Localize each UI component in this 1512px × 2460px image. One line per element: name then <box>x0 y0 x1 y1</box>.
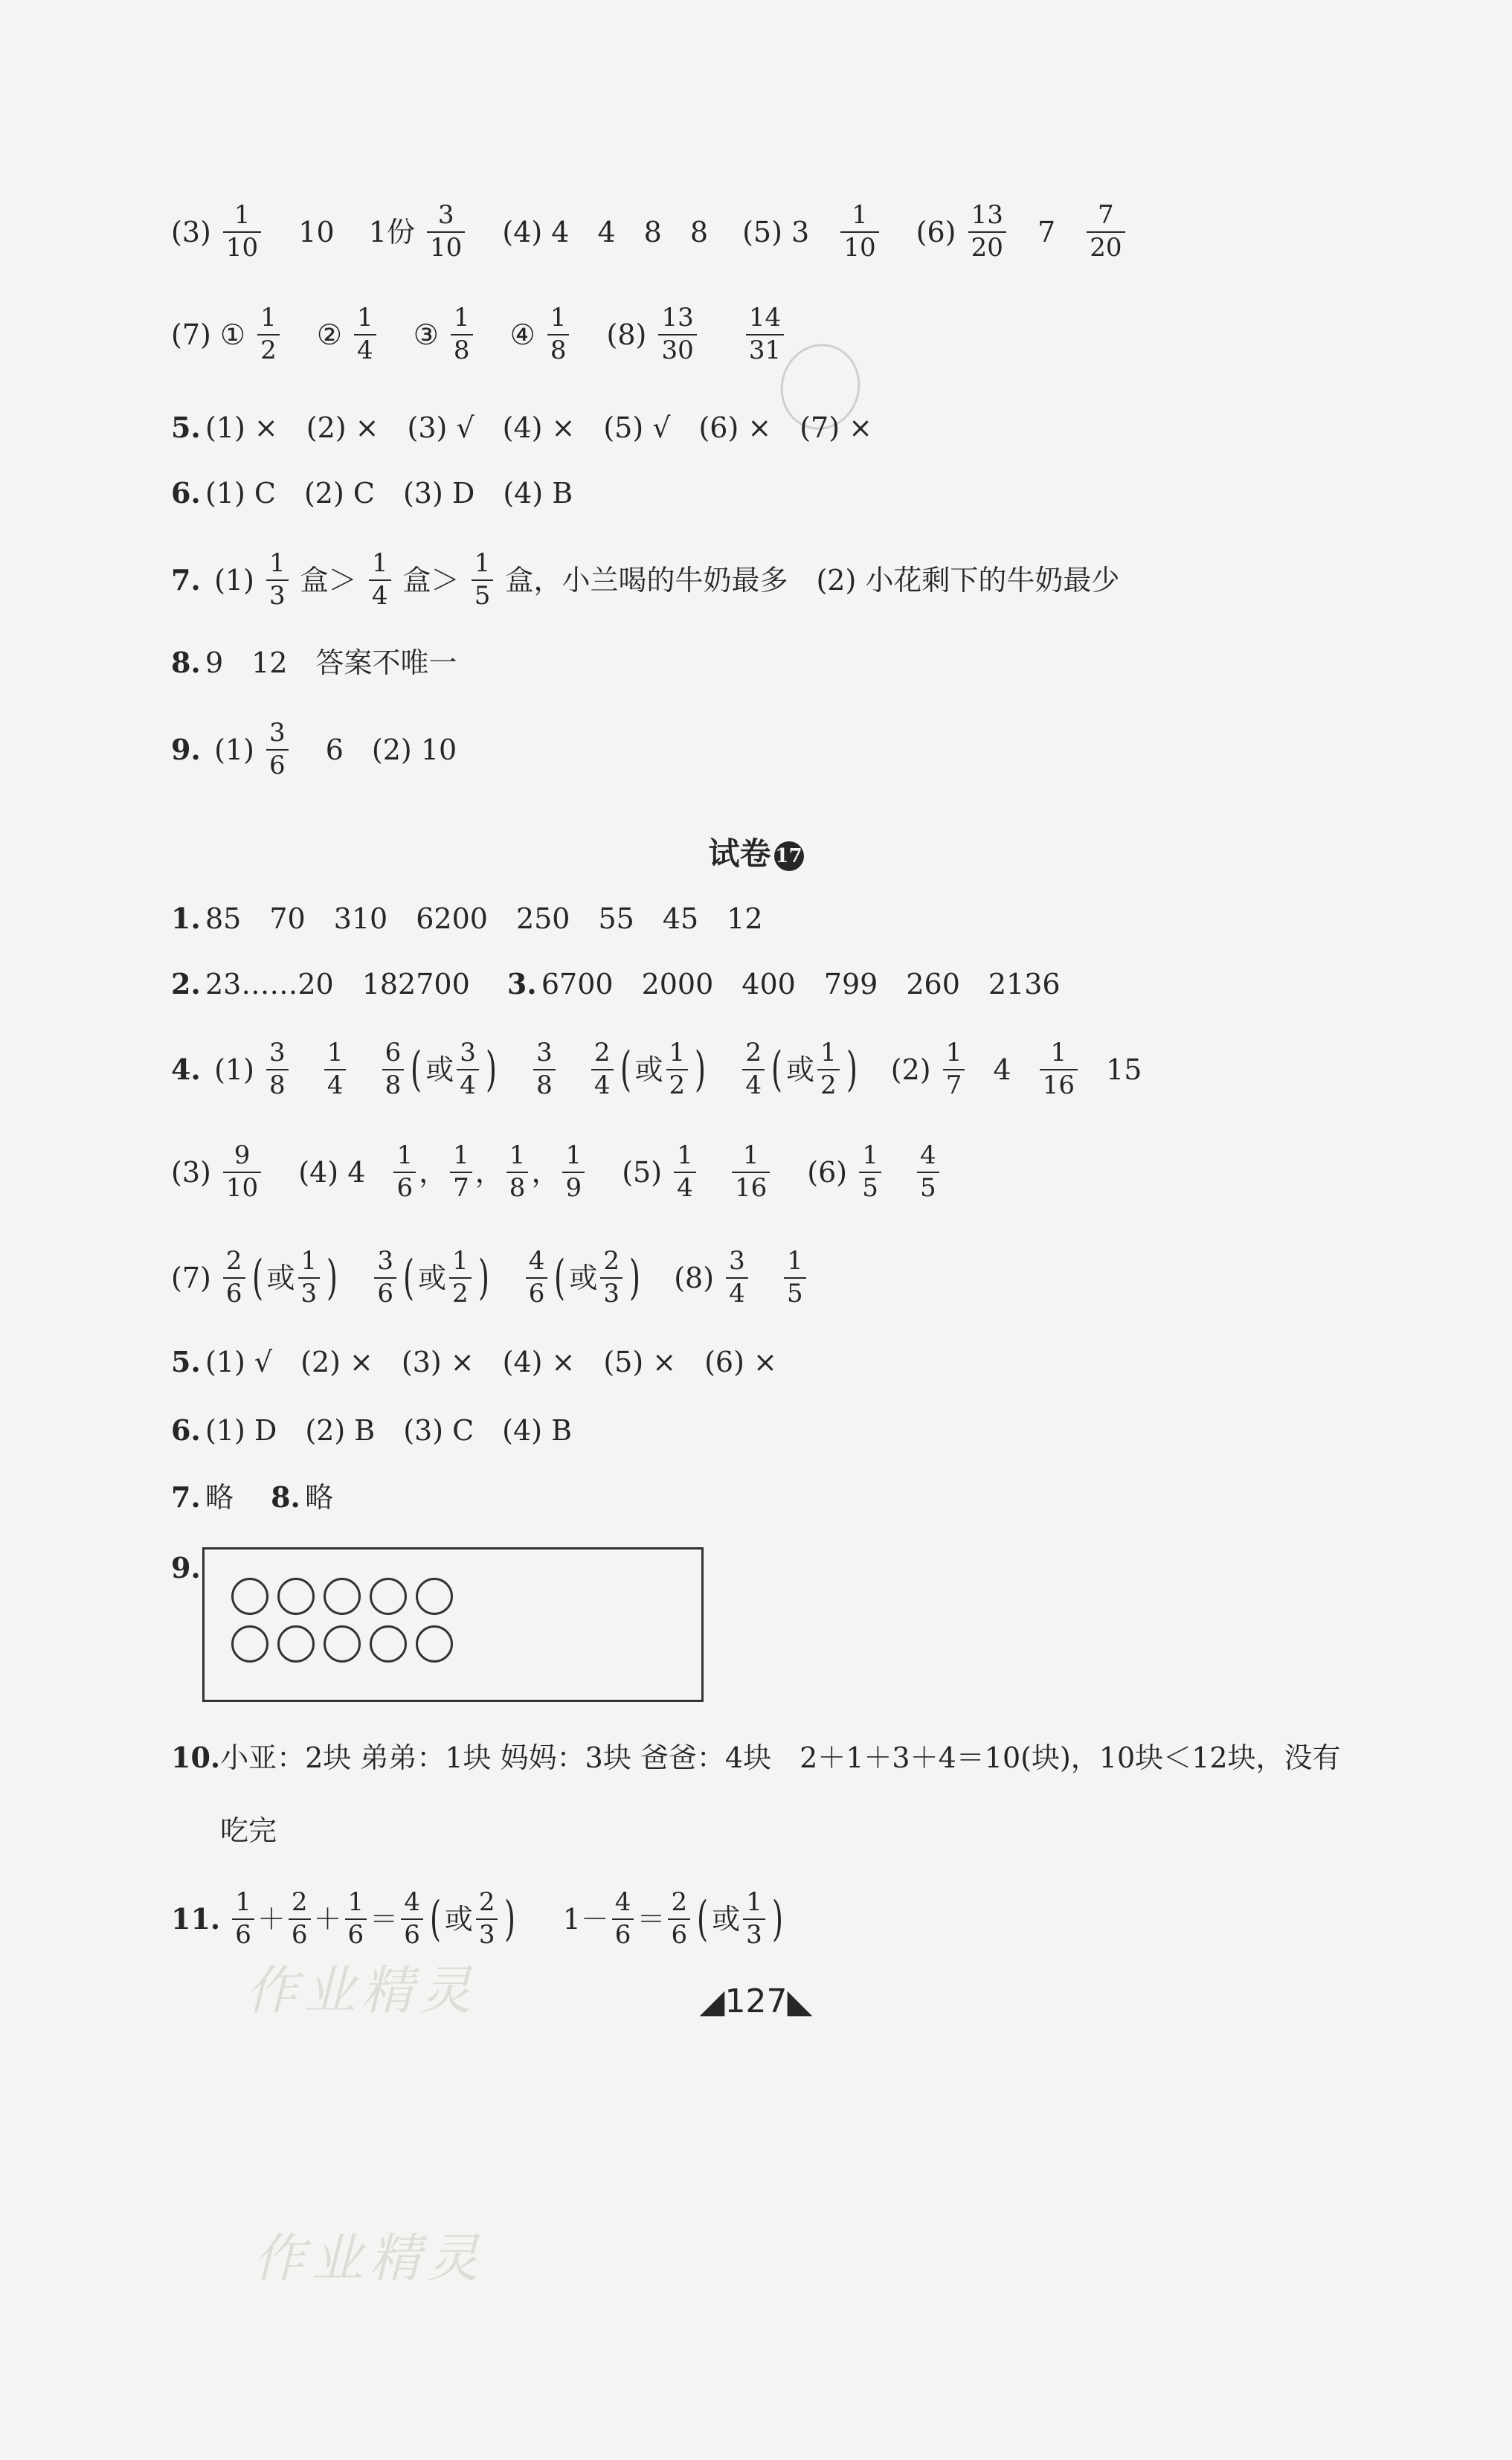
fraction: $\frac{1}{5}$ <box>784 1248 806 1307</box>
fraction: $\frac{1}{8}$ <box>506 1143 529 1201</box>
fraction: $\frac{1}{3}$ <box>298 1248 321 1307</box>
fraction: $\frac{2}{6}$ <box>223 1248 245 1307</box>
fraction: $\frac{4}{5}$ <box>917 1143 939 1201</box>
fraction: $\frac{2}{6}$ <box>668 1889 690 1948</box>
answer-b-q11: 11. $\frac{1}{6}$ ＋ $\frac{2}{6}$ ＋ $\frac{1}{6}$ ＝ $\frac{4}{6}$ ( 或 $\frac{2}{3}$ ) 1－ $\frac{4}{6}$ ＝ $\frac{2}{6}$ ( 或 $\frac{1}{3}$ ) <box>171 1887 783 1950</box>
fraction: $\frac{2}{6}$ <box>289 1889 311 1948</box>
answer-q8: 8. 9 12 答案不唯一 <box>171 645 457 679</box>
fraction: $\frac{1}{5}$ <box>472 550 494 609</box>
answer-b-q2-q3: 2. 23……20 182700 3. 6700 2000 400 799 260 2136 <box>171 966 1061 1001</box>
circle-shape <box>370 1625 407 1663</box>
fraction: $\frac{1}{3}$ <box>743 1889 765 1948</box>
fraction: $\frac{13}{30}$ <box>658 305 696 364</box>
circle-shape <box>416 1578 453 1615</box>
answer-q5: 5. (1) × (2) × (3) √ (4) × (5) √ (6) × (7) × <box>171 410 872 444</box>
fraction: $\frac{1}{2}$ <box>257 305 280 364</box>
answer-b-q4-line2: (3) $\frac{9}{10}$ (4) 4 $\frac{1}{6}$ ， $\frac{1}{7}$ ， $\frac{1}{8}$ ， $\frac{1}{9}$ (5) $\frac{1}{4}$ $\frac{1}{16}$ (6) $\frac{1}{5}$ $\frac{4}{5}$ <box>171 1143 942 1201</box>
fraction: $\frac{3}{6}$ <box>374 1248 396 1307</box>
fraction: $\frac{14}{31}$ <box>746 305 784 364</box>
fraction: $\frac{1}{2}$ <box>817 1040 840 1099</box>
fraction: $\frac{2}{3}$ <box>600 1248 623 1307</box>
fraction: $\frac{1}{9}$ <box>562 1143 585 1201</box>
fraction: $\frac{6}{8}$ <box>382 1040 405 1099</box>
watermark: 作业精灵 <box>253 2228 485 2289</box>
fraction: $\frac{13}{20}$ <box>968 202 1006 261</box>
circle-shape <box>324 1578 361 1615</box>
answer-b-q10: 10.小亚：2块 弟弟：1块 妈妈：3块 爸爸：4块 2＋1＋3＋4＝10(块)，10块＜12块，没有 <box>171 1740 1341 1774</box>
circle-shape <box>231 1625 268 1663</box>
fraction: $\frac{3}{4}$ <box>726 1248 748 1307</box>
fraction: $\frac{1}{4}$ <box>369 550 391 609</box>
circle-row <box>231 1578 462 1618</box>
fraction: $\frac{3}{8}$ <box>533 1040 556 1099</box>
fraction: $\frac{2}{4}$ <box>591 1040 614 1099</box>
fraction: $\frac{2}{3}$ <box>476 1889 498 1948</box>
fraction: $\frac{1}{10}$ <box>840 202 878 261</box>
answer-b-q4-line1: 4. (1) $\frac{3}{8}$ $\frac{1}{4}$ $\frac{6}{8}$ ( 或 $\frac{3}{4}$ ) $\frac{3}{8}$ $\frac{2}{4}$ ( 或 $\frac{1}{2}$ ) $\frac{2}{4}$ ( 或 $\frac{1}{2}$ ) (2) $\frac{1}{7}$ 4 $\frac{1}{16}$ 15 <box>171 1038 1142 1100</box>
answer-line-4-part7: (7) ① $\frac{1}{2}$ ② $\frac{1}{4}$ ③ $\frac{1}{8}$ ④ $\frac{1}{8}$ (8) $\frac{13}{30}$ $\frac{14}{31}$ <box>171 305 787 364</box>
answer-b-q4-line3: (7) $\frac{2}{6}$ ( 或 $\frac{1}{3}$ ) $\frac{3}{6}$ ( 或 $\frac{1}{2}$ ) $\frac{4}{6}$ ( 或 $\frac{2}{3}$ ) (8) $\frac{3}{4}$ $\frac{1}{5}$ <box>171 1248 809 1307</box>
fraction: $\frac{3}{8}$ <box>266 1040 289 1099</box>
answer-q6: 6. (1) C (2) C (3) D (4) B <box>171 475 573 510</box>
answer-q9: 9. (1) $\frac{3}{6}$ 6 (2) 10 <box>171 718 457 780</box>
answer-q7: 7. (1) $\frac{1}{3}$ 盒＞ $\frac{1}{4}$ 盒＞ $\frac{1}{5}$ 盒，小兰喝的牛奶最多 (2) 小花剩下的牛奶最少 <box>171 548 1120 611</box>
fraction: $\frac{1}{2}$ <box>449 1248 472 1307</box>
answer-b-q5: 5. (1) √ (2) × (3) × (4) × (5) × (6) × <box>171 1344 777 1378</box>
fraction: $\frac{1}{3}$ <box>266 550 289 609</box>
watermark: 作业精灵 <box>245 1960 477 2021</box>
fraction: $\frac{1}{16}$ <box>1040 1040 1078 1099</box>
section-number-badge: 17 <box>774 841 804 871</box>
fraction: $\frac{1}{4}$ <box>354 305 376 364</box>
fraction: $\frac{1}{7}$ <box>943 1040 965 1099</box>
circle-shape <box>324 1625 361 1663</box>
fraction: $\frac{1}{8}$ <box>451 305 473 364</box>
circle-shape <box>277 1578 315 1615</box>
circle-row <box>231 1625 462 1666</box>
page-number: ◢127◣ <box>699 1982 813 2020</box>
answer-b-q9: 9. <box>171 1550 201 1584</box>
answer-line-4-continued: (3) $\frac{1}{10}$ 10 1份 $\frac{3}{10}$ (4) 4 4 8 8 (5) 3 $\frac{1}{10}$ (6) $\frac{13}{20}$ 7 $\frac{7}{20}$ <box>171 202 1128 261</box>
fraction: $\frac{1}{5}$ <box>859 1143 881 1201</box>
section-heading: 试卷 17 <box>708 835 802 872</box>
answer-b-q6: 6. (1) D (2) B (3) C (4) B <box>171 1413 573 1447</box>
circle-shape <box>370 1578 407 1615</box>
fraction: $\frac{3}{6}$ <box>266 720 289 779</box>
fraction: $\frac{2}{4}$ <box>742 1040 765 1099</box>
circle-shape <box>416 1625 453 1663</box>
fraction: $\frac{1}{16}$ <box>732 1143 770 1201</box>
fraction: $\frac{7}{20}$ <box>1087 202 1125 261</box>
fraction: $\frac{1}{8}$ <box>547 305 570 364</box>
answer-b-q10-cont: 吃完 <box>220 1814 277 1847</box>
fraction: $\frac{1}{10}$ <box>223 202 261 261</box>
fraction: $\frac{4}{6}$ <box>612 1889 634 1948</box>
fraction: $\frac{4}{6}$ <box>526 1248 548 1307</box>
circle-shape <box>231 1578 268 1615</box>
fraction: $\frac{1}{6}$ <box>345 1889 367 1948</box>
circles-figure-box <box>202 1547 704 1702</box>
fraction: $\frac{1}{6}$ <box>232 1889 254 1948</box>
fraction: $\frac{4}{6}$ <box>401 1889 423 1948</box>
circle-shape <box>277 1625 315 1663</box>
fraction: $\frac{9}{10}$ <box>223 1143 261 1201</box>
fraction: $\frac{1}{4}$ <box>674 1143 696 1201</box>
answer-b-q7-q8: 7. 略 8. 略 <box>171 1480 334 1514</box>
fraction: $\frac{1}{2}$ <box>666 1040 689 1099</box>
fraction: $\frac{1}{4}$ <box>324 1040 347 1099</box>
fraction: $\frac{3}{4}$ <box>457 1040 479 1099</box>
fraction: $\frac{1}{6}$ <box>393 1143 416 1201</box>
fraction: $\frac{1}{7}$ <box>450 1143 472 1201</box>
answer-b-q1: 1. 85 70 310 6200 250 55 45 12 <box>171 901 763 935</box>
fraction: $\frac{3}{10}$ <box>427 202 465 261</box>
